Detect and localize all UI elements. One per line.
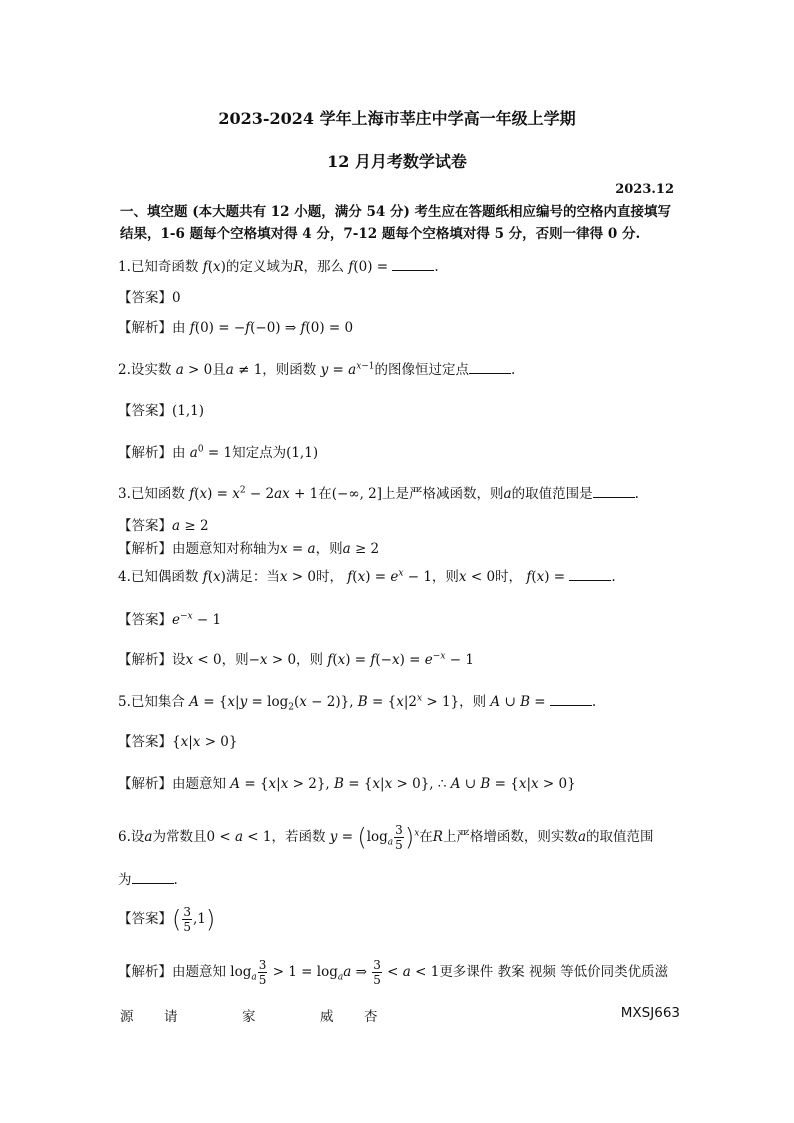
- exam-page: 2023-2024 学年上海市莘庄中学高一年级上学期 12 月月考数学试卷 2023.12 一、填空题 (本大题共有 12 小题，满分 54 分) 考生应在答题纸相应编号的空格内直接填写结果，1-6 题每个空格填对得 4 分，7-12 题每个空格填对得 5 分，否则一律得 0 分. 1.已知奇函数 f(x)的定义域为R，那么 f(0) = . 【答案】0 【解析】由 f(0) = −f(−0) ⇒ f(0) = 0 2.设实数 a > 0且a ≠ 1，则函数 $y = a^{x-1}$的图像恒过定点 . 【答案】(1,1) 【解析】由 $a^0 = 1$知定点为(1,1) 3.已知函数 $f(x) = x^2 - 2ax + 1$在(−∞, 2]上是严格减函数，则a的取值范围是 . 【答案】a ≥ 2 【解析】由题意知对称轴为x = a，则a ≥ 2 4.已知偶函数 f(x)满足：当x > 0时， $f(x) = e^x - 1$，则x < 0时， f(x) = . 【答案】$e^{-x} - 1$ 【解析】设x < 0，则−x > 0，则 $f(x) = f(-x) = e^{-x} - 1$ 5.已知集合 $A = \{x|y = \log_2(x - 2)\}$, $B = \{x|2^x > 1\}$，则 A ∪ B = . 【答案】{x|x > 0} 【解析】由题意知 A = {x|x > 2}, B = {x|x > 0}, ∴ A ∪ B = {x|x > 0} 6.设a为常数且0 < a < 1，若函数 $y = (\log_a$ $\frac{3}{5}$ )$^x$在R上严格增函数，则实数a的取值范围 为 . 【答案】( $\frac{3}{5}$ ,1) 【解析】由题意知 $\log_a$ $\frac{3}{5}$ > $1 = \log_aa$ ⇒ $\frac{3}{5}$ < a < 1更多课件 教案 视频 等低价同类优质滋 源 请 家 威 杏 MXSJ663: [0, 0, 794, 1123]
- question-6: 6.设a为常数且0 < a < 1，若函数 $y = (\log_a$ $\frac{3}{5}$ )$^x$在R上严格增函数，则实数a的取值范围: [118, 823, 654, 852]
- answer-1: 【答案】0: [118, 290, 181, 306]
- analysis-3: 【解析】由题意知对称轴为x = a，则a ≥ 2: [118, 541, 380, 557]
- question-5: 5.已知集合 $A = \{x|y = \log_2(x - 2)\}$, $B = \{x|2^x > 1\}$，则 A ∪ B = .: [118, 693, 597, 713]
- answer-blank: [569, 568, 611, 581]
- answer-blank: [593, 485, 635, 498]
- exam-date: 2023.12: [615, 182, 674, 197]
- answer-4: 【答案】$e^{-x} - 1$: [118, 611, 222, 628]
- answer-2: 【答案】(1,1): [118, 403, 205, 419]
- analysis-2: 【解析】由 $a^0 = 1$知定点为(1,1): [118, 444, 319, 461]
- question-3: 3.已知函数 $f(x) = x^2 - 2ax + 1$在(−∞, 2]上是严格减函数，则a的取值范围是 .: [118, 485, 639, 502]
- analysis-1: 【解析】由 f(0) = −f(−0) ⇒ f(0) = 0: [118, 320, 354, 336]
- exam-title-line1: 2023-2024 学年上海市莘庄中学高一年级上学期: [218, 109, 576, 128]
- footer-code: MXSJ663: [620, 1005, 680, 1021]
- answer-blank: [469, 361, 511, 374]
- answer-3: 【答案】a ≥ 2: [118, 518, 209, 534]
- analysis-5: 【解析】由题意知 A = {x|x > 2}, B = {x|x > 0}, ∴ A ∪ B = {x|x > 0}: [118, 776, 576, 792]
- answer-6: 【答案】( $\frac{3}{5}$ ,1): [118, 905, 216, 934]
- analysis-4: 【解析】设x < 0，则−x > 0，则 $f(x) = f(-x) = e^{-x} - 1$: [118, 651, 474, 668]
- answer-5: 【答案】{x|x > 0}: [118, 734, 238, 750]
- section-heading: 一、填空题 (本大题共有 12 小题，满分 54 分) 考生应在答题纸相应编号的空格内直接填写结果，1-6 题每个空格填对得 4 分，7-12 题每个空格填对得 5 分，否则一律得 0 分.: [120, 204, 672, 242]
- answer-blank: [132, 871, 174, 884]
- exam-title-line2: 12 月月考数学试卷: [327, 152, 467, 171]
- question-2: 2.设实数 a > 0且a ≠ 1，则函数 $y = a^{x-1}$的图像恒过定点 .: [118, 361, 516, 378]
- question-1: 1.已知奇函数 f(x)的定义域为R，那么 f(0) = .: [118, 259, 439, 275]
- analysis-6: 【解析】由题意知 $\log_a$ $\frac{3}{5}$ > $1 = \log_aa$ ⇒ $\frac{3}{5}$ < a < 1更多课件 教案 视频 等低价同类优质滋: [118, 958, 669, 987]
- question-6-cont: 为 .: [118, 872, 178, 888]
- answer-blank: [550, 693, 592, 706]
- answer-blank: [392, 258, 434, 271]
- question-4: 4.已知偶函数 f(x)满足：当x > 0时， $f(x) = e^x - 1$，则x < 0时， f(x) = .: [118, 568, 616, 585]
